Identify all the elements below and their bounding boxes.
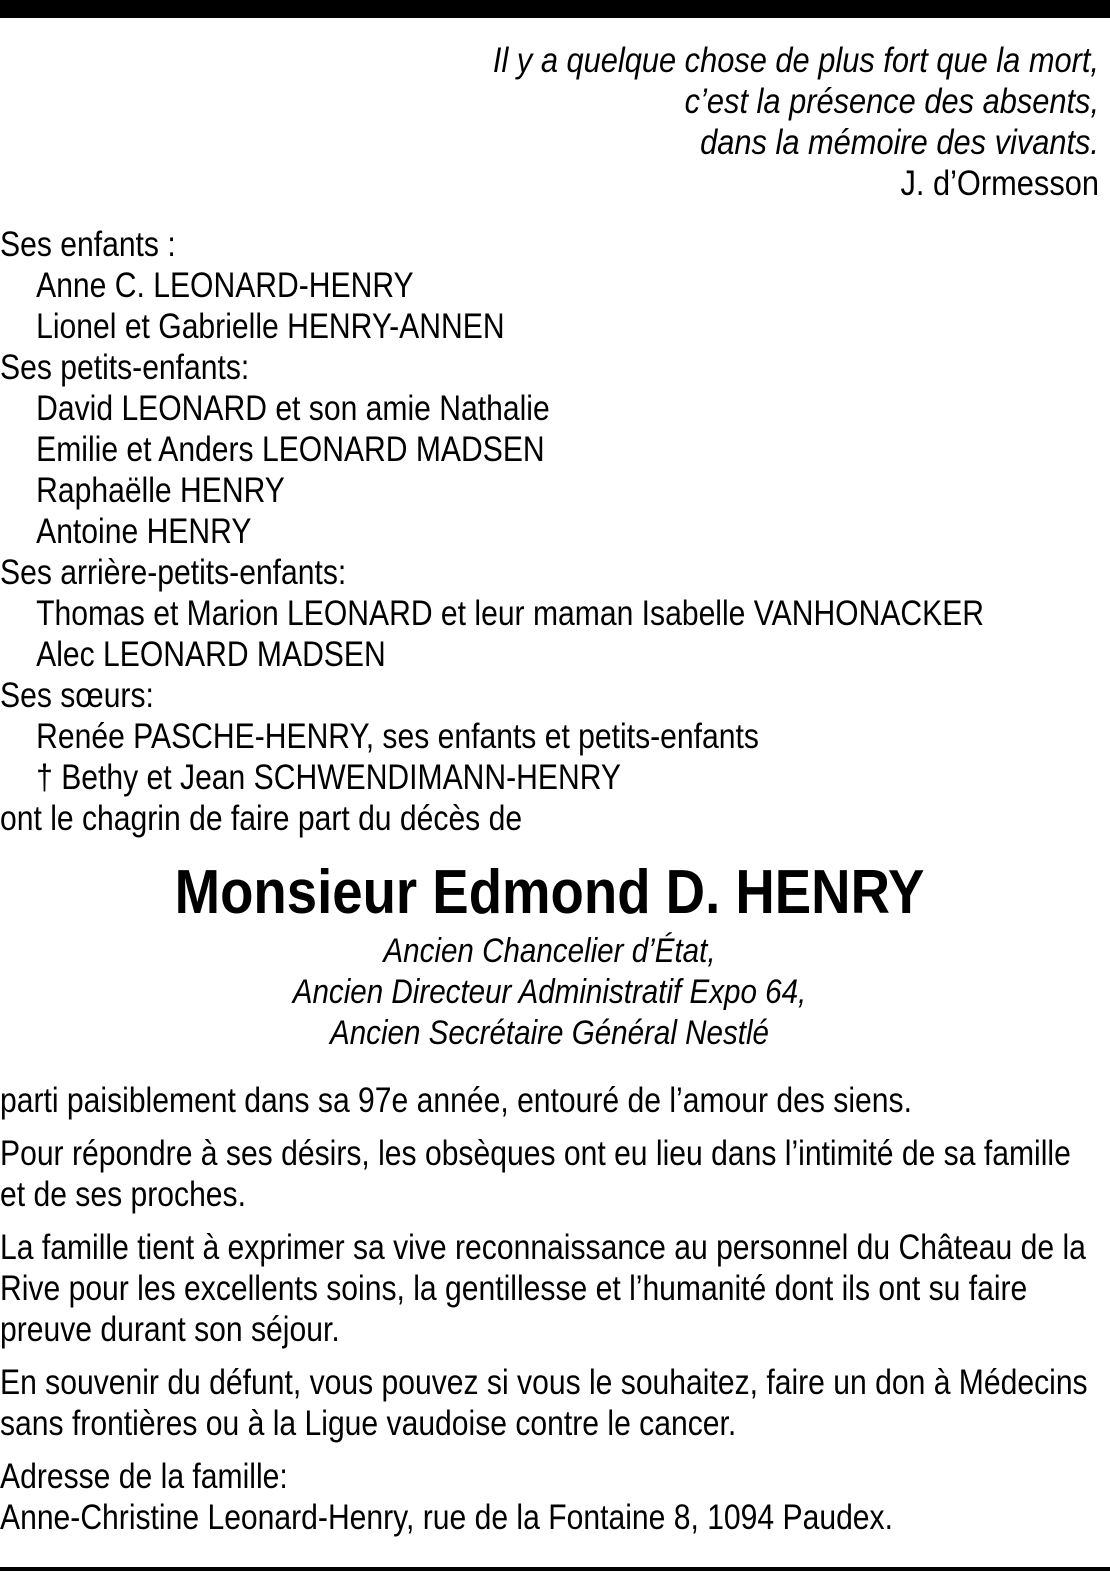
quote-line: Il y a quelque chose de plus fort que la mort,: [492, 41, 1099, 80]
family-list: [0, 224, 1084, 839]
funeral-paragraph: Pour répondre à ses désirs, les obsèques ont eu lieu dans l’intimité de sa famille et de ses proches.: [0, 1134, 1071, 1214]
title-line: Ancien Directeur Administratif Expo 64,: [292, 973, 807, 1011]
title-line: Ancien Secrétaire Général Nestlé: [330, 1014, 769, 1052]
passing-paragraph: parti paisiblement dans sa 97e année, entouré de l’amour des siens.: [0, 1081, 912, 1120]
family-member: Thomas et Marion LEONARD et leur maman Isabelle VANHONACKER: [36, 594, 985, 633]
grandchildren-heading: Ses petits-enfants:: [0, 348, 250, 387]
family-member: Raphaëlle HENRY: [36, 471, 285, 510]
family-member: Alec LEONARD MADSEN: [36, 635, 386, 674]
quote-line: c’est la présence des absents,: [684, 82, 1099, 121]
donation-paragraph: En souvenir du défunt, vous pouvez si vous le souhaitez, faire un don à Médecins sans frontières ou à la Ligue vaudoise contre le cancer.: [0, 1363, 1088, 1443]
top-border: [0, 0, 1110, 18]
family-member: Antoine HENRY: [36, 512, 252, 551]
address-label: Adresse de la famille:: [0, 1457, 288, 1496]
deceased-name: Monsieur Edmond D. HENRY: [174, 858, 925, 927]
quote-author: J. d’Ormesson: [900, 164, 1099, 203]
thanks-paragraph: La famille tient à exprimer sa vive reconnaissance au personnel du Château de la Rive pour les excellents soins, la gentillesse et l’humanité dont ils ont su faire preuve durant son séjour.: [0, 1228, 1086, 1349]
epigraph-quote: [132, 40, 1099, 204]
family-member: Anne C. LEONARD-HENRY: [36, 266, 414, 305]
obituary-notice: [0, 40, 1099, 1538]
sisters-heading: Ses sœurs:: [0, 676, 154, 715]
great-grandchildren-heading: Ses arrière-petits-enfants:: [0, 553, 347, 592]
notice-body: [0, 1080, 1099, 1538]
family-member: Renée PASCHE-HENRY, ses enfants et petits-enfants: [36, 717, 759, 756]
deceased-titles: [71, 931, 1027, 1054]
children-heading: Ses enfants :: [0, 225, 176, 264]
quote-line: dans la mémoire des vivants.: [700, 123, 1099, 162]
family-member: † Bethy et Jean SCHWENDIMANN-HENRY: [36, 758, 622, 797]
family-address: Anne-Christine Leonard-Henry, rue de la Fontaine 8, 1094 Paudex.: [0, 1498, 893, 1537]
announcement-line: ont le chagrin de faire part du décès de: [0, 799, 523, 838]
family-member: Lionel et Gabrielle HENRY-ANNEN: [36, 307, 505, 346]
bottom-border: [0, 1567, 1110, 1571]
title-line: Ancien Chancelier d’État,: [383, 932, 716, 970]
family-member: Emilie et Anders LEONARD MADSEN: [36, 430, 545, 469]
family-member: David LEONARD et son amie Nathalie: [36, 389, 550, 428]
